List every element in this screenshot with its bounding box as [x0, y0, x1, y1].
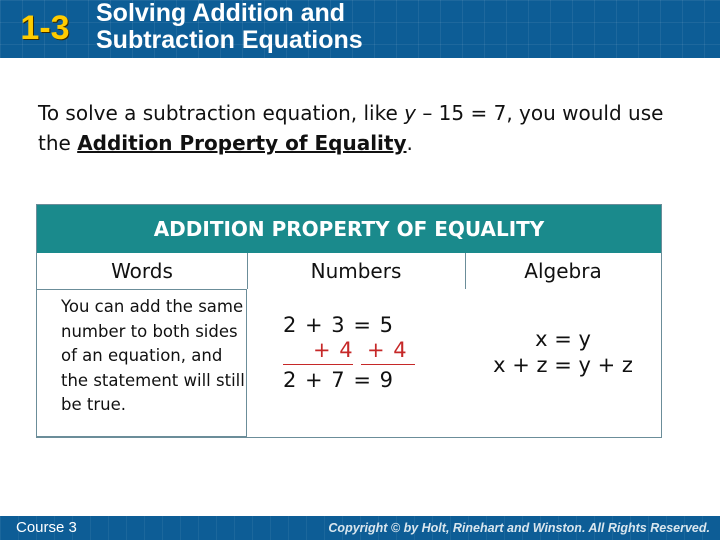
column-header-words: Words — [111, 259, 173, 283]
copyright-notice: Copyright © by Holt, Rinehart and Winston. All Rights Reserved. — [328, 521, 710, 535]
slide-footer — [0, 516, 720, 540]
lesson-number: 1-3 — [20, 9, 70, 47]
numbers-add-left-text: + 4 — [313, 338, 354, 362]
numbers-equation-line1: 2 + 3 = 5 — [283, 313, 394, 337]
property-table-title: ADDITION PROPERTY OF EQUALITY — [37, 205, 661, 253]
algebra-equation-line2: x + z = y + z — [493, 353, 633, 377]
numbers-add-right — [367, 338, 408, 362]
numbers-add-right-text: + 4 — [367, 338, 408, 362]
numbers-add-left — [313, 338, 354, 362]
intro-paragraph — [38, 98, 688, 158]
numbers-underline-right — [361, 364, 415, 365]
intro-equation-variable: y — [404, 101, 416, 125]
words-description: You can add the same number to both sides of an equation, and the statement will still be true. — [37, 289, 247, 437]
lesson-title-line1: Solving Addition and — [96, 0, 346, 27]
column-header-numbers: Numbers — [310, 259, 402, 283]
lesson-title — [96, 0, 363, 54]
numbers-underline-left — [283, 364, 353, 365]
algebra-equation-line1: x = y — [535, 327, 591, 351]
numbers-equation-line3: 2 + 7 = 9 — [283, 368, 394, 392]
property-name: Addition Property of Equality — [77, 131, 407, 155]
intro-text-start: To solve a subtraction equation, like — [38, 101, 405, 125]
column-divider — [247, 253, 248, 289]
slide-header — [0, 0, 720, 58]
property-table — [36, 204, 662, 438]
lesson-title-line2: Subtraction Equations — [96, 26, 363, 54]
column-divider — [465, 253, 466, 289]
intro-text-end: . — [406, 131, 413, 155]
intro-equation-rest: – 15 = 7, you would use the — [38, 101, 664, 155]
course-label: Course 3 — [16, 519, 77, 536]
column-header-algebra: Algebra — [524, 259, 602, 283]
